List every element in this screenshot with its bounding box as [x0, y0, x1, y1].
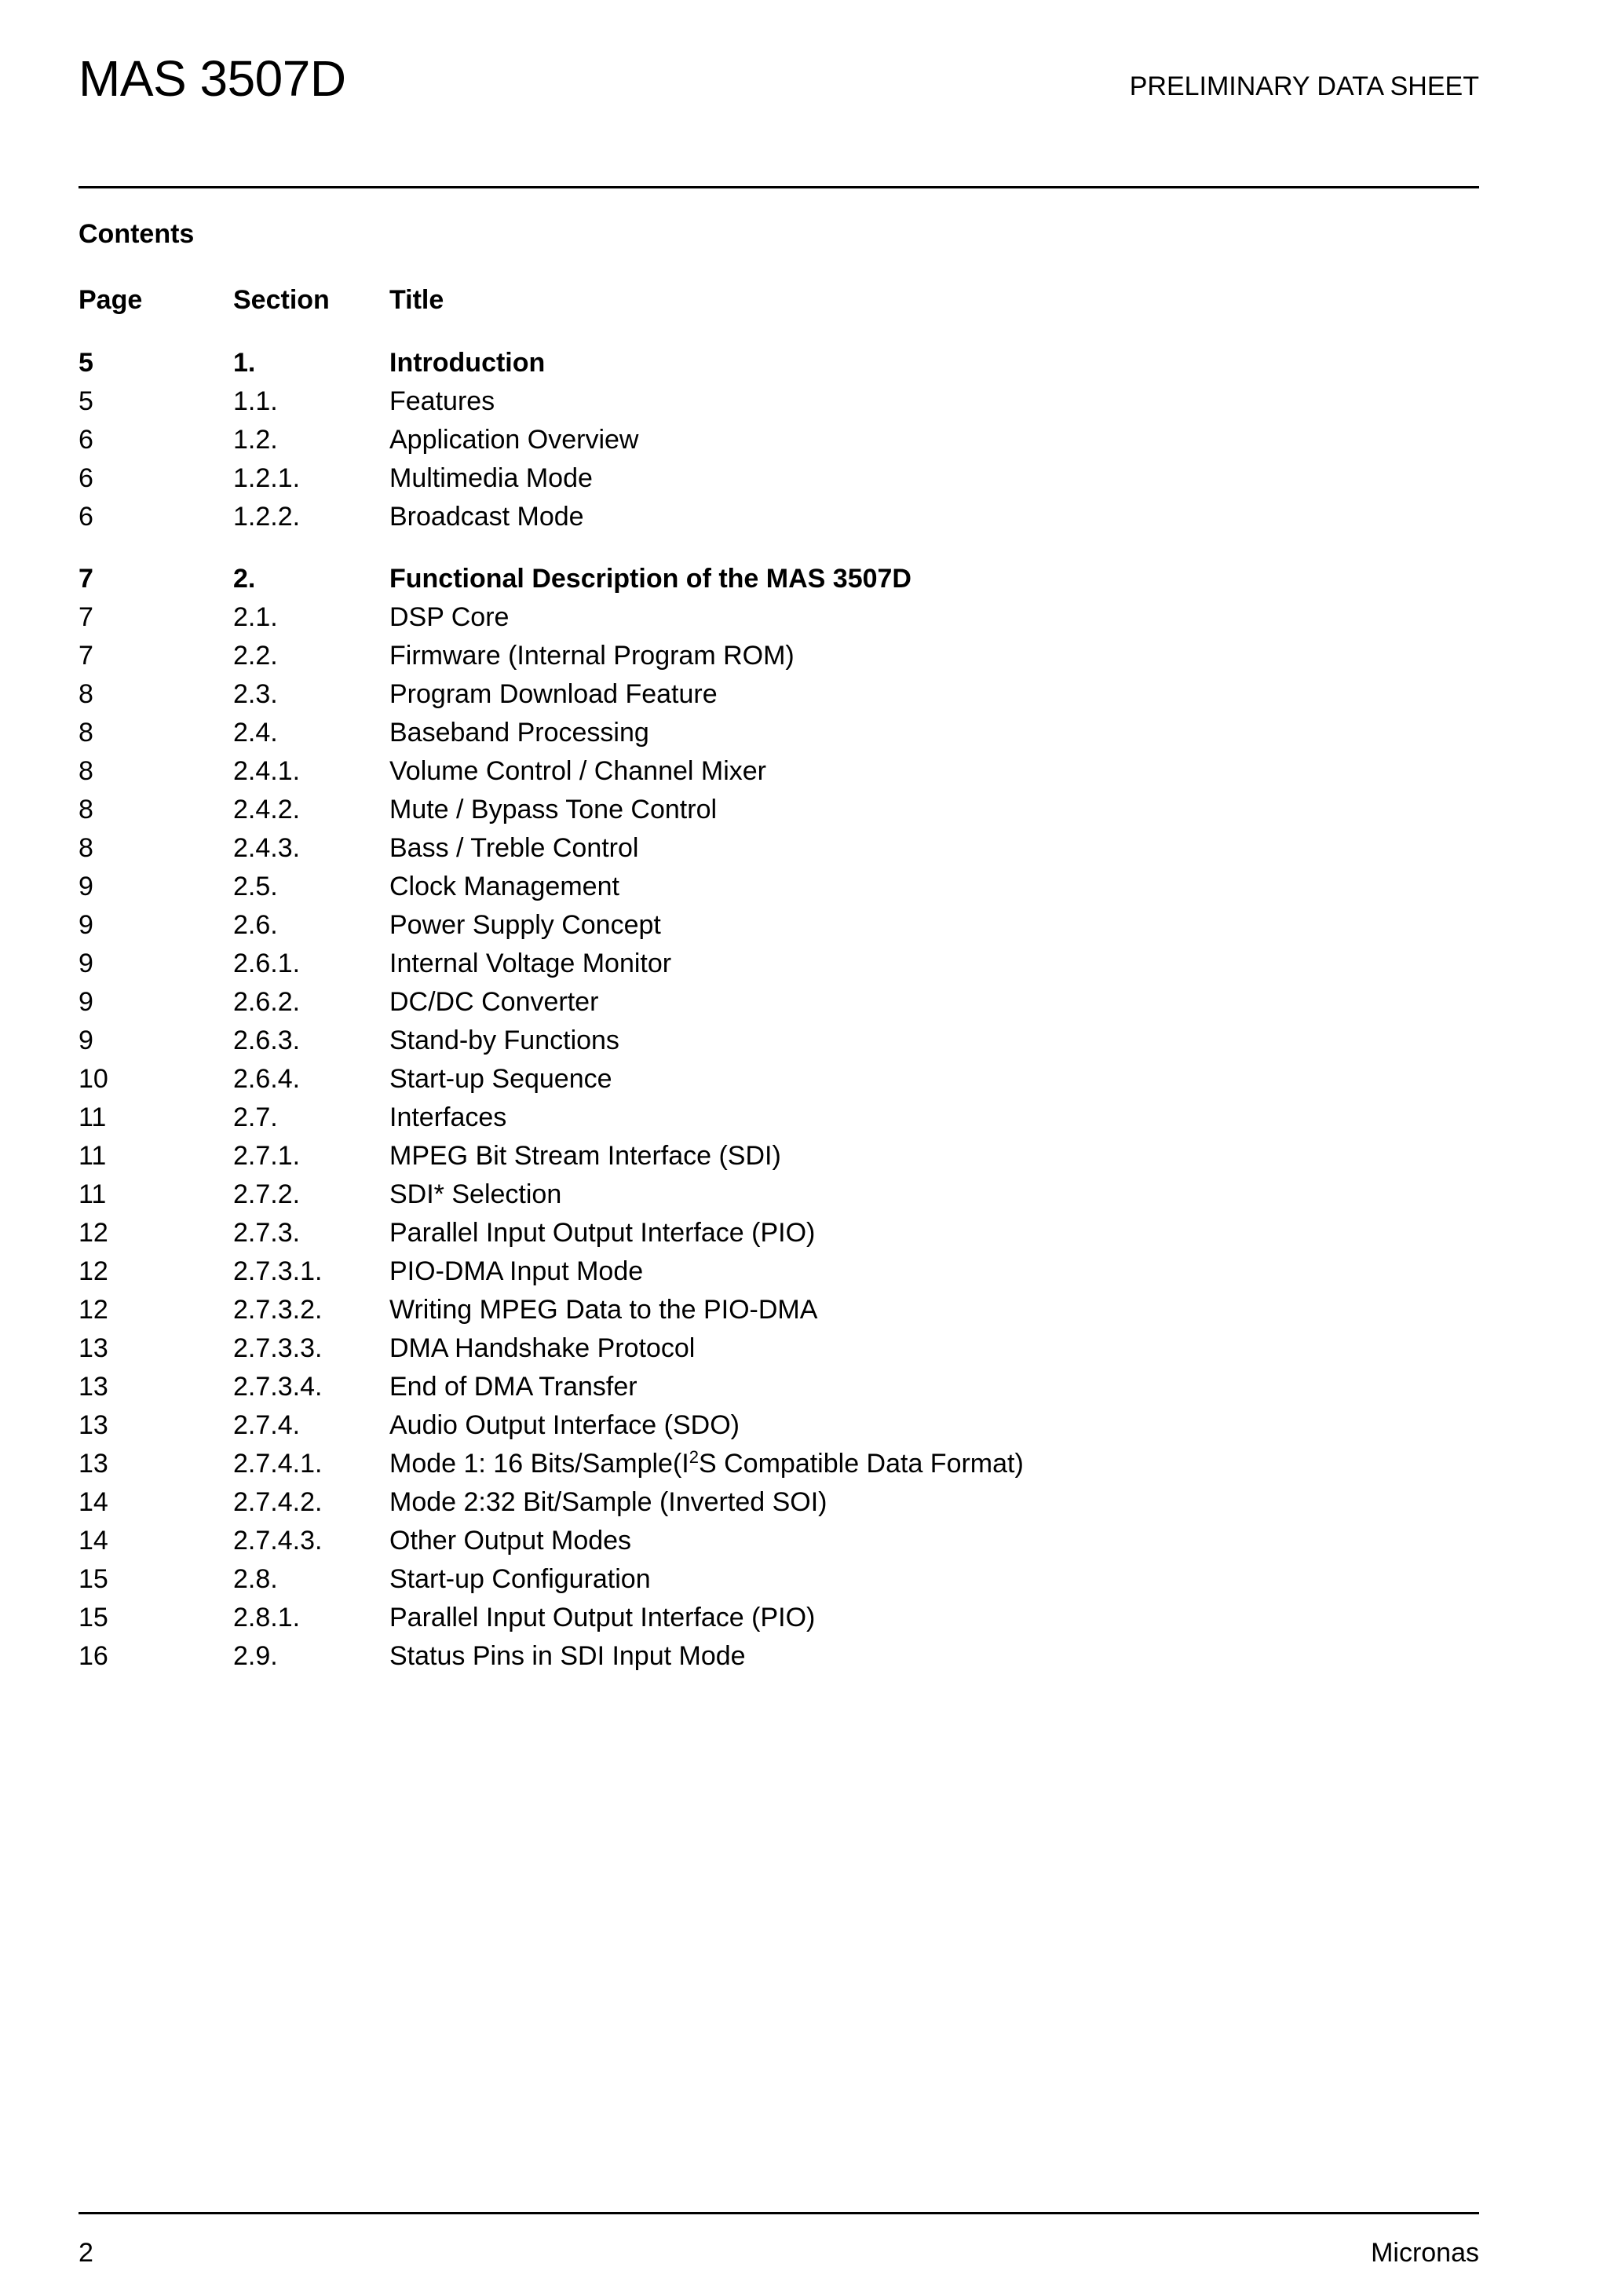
toc-entry-title: Start-up Sequence	[389, 1064, 612, 1094]
toc-entry-title: Stand-by Functions	[389, 1026, 619, 1055]
toc-page-number: 14	[79, 1526, 108, 1556]
toc-entry-title: DSP Core	[389, 602, 510, 632]
toc-entry-title: Mode 2:32 Bit/Sample (Inverted SOI)	[389, 1487, 827, 1517]
toc-page-number: 8	[79, 679, 93, 709]
toc-page-number: 12	[79, 1256, 108, 1286]
toc-chapter-row[interactable]	[79, 344, 1479, 382]
toc-page-number: 7	[79, 641, 93, 671]
toc-entry-row[interactable]	[79, 637, 1479, 675]
toc-page-number: 11	[79, 1102, 107, 1132]
toc-section-number: 2.6.1.	[233, 949, 301, 978]
toc-entry-row[interactable]	[79, 1175, 1479, 1214]
toc-section-number: 2.4.2.	[233, 795, 301, 824]
toc-section-number: 2.3.	[233, 679, 278, 709]
toc-entry-row[interactable]	[79, 791, 1479, 829]
toc-section-number: 1.1.	[233, 386, 278, 416]
toc-page-number: 10	[79, 1064, 108, 1094]
toc-page-number: 15	[79, 1564, 108, 1594]
toc-entry-title: Mute / Bypass Tone Control	[389, 795, 718, 824]
toc-page-number: 5	[79, 386, 93, 416]
toc-entry-row[interactable]	[79, 1637, 1479, 1676]
toc-section-number: 2.9.	[233, 1641, 278, 1671]
document-title: MAS 3507D	[79, 50, 346, 107]
toc-entry-title: Firmware (Internal Program ROM)	[389, 641, 795, 671]
toc-page-number: 16	[79, 1641, 108, 1671]
toc-section-number: 2.	[233, 564, 256, 594]
toc-entry-row[interactable]	[79, 1329, 1479, 1368]
toc-page-number: 8	[79, 718, 93, 748]
toc-entry-title: Application Overview	[389, 425, 639, 455]
toc-entry-row[interactable]	[79, 1599, 1479, 1637]
toc-page-number: 13	[79, 1333, 108, 1363]
toc-entry-title: Clock Management	[389, 872, 619, 901]
toc-section-number: 2.4.	[233, 718, 278, 748]
toc-page-number: 12	[79, 1218, 108, 1248]
toc-page-number: 13	[79, 1449, 108, 1479]
toc-section-number: 1.2.1.	[233, 463, 301, 493]
toc-entry-row[interactable]	[79, 1252, 1479, 1291]
toc-entry-row[interactable]	[79, 906, 1479, 945]
toc-page-number: 7	[79, 602, 93, 632]
toc-entry-title: MPEG Bit Stream Interface (SDI)	[389, 1141, 781, 1171]
toc-section-number: 2.7.3.4.	[233, 1372, 323, 1402]
toc-entry-row[interactable]	[79, 868, 1479, 906]
toc-page-number: 9	[79, 949, 93, 978]
column-header-page: Page	[79, 285, 143, 315]
toc-entry-title: Status Pins in SDI Input Mode	[389, 1641, 746, 1671]
toc-entry-title: Volume Control / Channel Mixer	[389, 756, 767, 786]
toc-entry-row[interactable]	[79, 714, 1479, 752]
toc-column-headers	[79, 281, 1479, 320]
toc-entry-row[interactable]	[79, 498, 1479, 536]
header-divider	[79, 186, 1479, 188]
toc-entry-row[interactable]	[79, 1291, 1479, 1329]
toc-page-number: 6	[79, 463, 93, 493]
toc-section-number: 2.5.	[233, 872, 278, 901]
toc-section-number: 2.1.	[233, 602, 278, 632]
toc-page-number: 7	[79, 564, 93, 594]
toc-page-number: 8	[79, 833, 93, 863]
toc-section-number: 2.7.4.2.	[233, 1487, 323, 1517]
toc-page-number: 9	[79, 872, 93, 901]
toc-entry-row[interactable]	[79, 421, 1479, 459]
toc-page-number: 5	[79, 348, 93, 378]
toc-section-number: 2.2.	[233, 641, 278, 671]
toc-entry-title: Functional Description of the MAS 3507D	[389, 564, 911, 594]
toc-section-number: 2.7.1.	[233, 1141, 301, 1171]
toc-entry-row[interactable]	[79, 1060, 1479, 1099]
toc-page-number: 14	[79, 1487, 108, 1517]
toc-entry-row[interactable]	[79, 829, 1479, 868]
toc-section-number: 2.4.1.	[233, 756, 301, 786]
toc-page-number: 13	[79, 1410, 108, 1440]
toc-entry-row[interactable]	[79, 945, 1479, 983]
toc-section-number: 2.7.4.3.	[233, 1526, 323, 1556]
toc-page-number: 15	[79, 1603, 108, 1632]
toc-entry-title: Writing MPEG Data to the PIO-DMA	[389, 1295, 818, 1325]
table-of-contents	[79, 281, 1479, 1676]
toc-entry-title: DMA Handshake Protocol	[389, 1333, 696, 1363]
toc-entry-title: PIO-DMA Input Mode	[389, 1256, 644, 1286]
toc-entry-row[interactable]	[79, 598, 1479, 637]
toc-page-number: 11	[79, 1179, 107, 1209]
toc-entry-row[interactable]	[79, 1483, 1479, 1522]
toc-entry-title: End of DMA Transfer	[389, 1372, 637, 1402]
toc-entry-title	[389, 1445, 1024, 1483]
toc-entry-row[interactable]	[79, 1445, 1479, 1483]
toc-page-number: 8	[79, 795, 93, 824]
toc-entry-row[interactable]	[79, 459, 1479, 498]
toc-entry-title: Power Supply Concept	[389, 910, 661, 940]
toc-entry-title: Introduction	[389, 348, 546, 378]
toc-page-number: 9	[79, 910, 93, 940]
toc-section-number: 2.7.3.2.	[233, 1295, 323, 1325]
toc-page-number: 12	[79, 1295, 108, 1325]
toc-chapter-row[interactable]	[79, 560, 1479, 598]
toc-page-number: 8	[79, 756, 93, 786]
toc-section-number: 2.7.3.3.	[233, 1333, 323, 1363]
toc-entry-row[interactable]	[79, 1522, 1479, 1560]
toc-entry-row[interactable]	[79, 1022, 1479, 1060]
toc-section-number: 1.	[233, 348, 256, 378]
toc-entry-title: Audio Output Interface (SDO)	[389, 1410, 740, 1440]
footer-divider	[79, 2212, 1479, 2214]
toc-entry-row[interactable]	[79, 1560, 1479, 1599]
toc-entry-title: Multimedia Mode	[389, 463, 593, 493]
toc-section-number: 2.6.	[233, 910, 278, 940]
toc-entry-title: Parallel Input Output Interface (PIO)	[389, 1218, 816, 1248]
toc-entry-title: Features	[389, 386, 495, 416]
toc-page-number: 11	[79, 1141, 107, 1171]
toc-entry-title-part: S Compatible Data Format)	[699, 1449, 1024, 1479]
toc-section-number: 2.6.2.	[233, 987, 301, 1017]
toc-section-number: 2.7.3.1.	[233, 1256, 323, 1286]
toc-entry-title: Broadcast Mode	[389, 502, 584, 532]
toc-entry-title: Start-up Configuration	[389, 1564, 651, 1594]
toc-entry-row[interactable]	[79, 1368, 1479, 1406]
toc-section-number: 2.6.3.	[233, 1026, 301, 1055]
toc-section-number: 2.8.1.	[233, 1603, 301, 1632]
toc-entry-title: SDI* Selection	[389, 1179, 562, 1209]
toc-section-number: 2.7.4.	[233, 1410, 301, 1440]
superscript-two: 2	[689, 1447, 699, 1467]
toc-entry-title: Internal Voltage Monitor	[389, 949, 672, 978]
toc-section-number: 2.8.	[233, 1564, 278, 1594]
toc-entry-title-part: Mode 1: 16 Bits/Sample(I	[389, 1449, 689, 1479]
toc-entry-row[interactable]	[79, 752, 1479, 791]
toc-section-number: 2.7.	[233, 1102, 278, 1132]
toc-page-number: 9	[79, 987, 93, 1017]
toc-section-number: 2.7.4.1.	[233, 1449, 323, 1479]
footer-page-number: 2	[79, 2238, 93, 2268]
column-header-section: Section	[233, 285, 330, 315]
toc-entry-title: Other Output Modes	[389, 1526, 632, 1556]
toc-page-number: 9	[79, 1026, 93, 1055]
footer-company-name: Micronas	[1371, 2238, 1479, 2268]
toc-section-number: 1.2.	[233, 425, 278, 455]
toc-section-number: 2.7.2.	[233, 1179, 301, 1209]
toc-entry-title: Parallel Input Output Interface (PIO)	[389, 1603, 816, 1632]
toc-section-number: 2.6.4.	[233, 1064, 301, 1094]
toc-entry-row[interactable]	[79, 983, 1479, 1022]
toc-page-number: 6	[79, 425, 93, 455]
toc-entry-row[interactable]	[79, 382, 1479, 421]
toc-entry-title: DC/DC Converter	[389, 987, 599, 1017]
toc-entry-title: Baseband Processing	[389, 718, 649, 748]
toc-section-number: 1.2.2.	[233, 502, 301, 532]
toc-page-number: 6	[79, 502, 93, 532]
column-header-title: Title	[389, 285, 444, 315]
toc-section-number: 2.4.3.	[233, 833, 301, 863]
toc-entry-row[interactable]	[79, 1099, 1479, 1137]
toc-entry-title: Bass / Treble Control	[389, 833, 639, 863]
toc-entry-title: Interfaces	[389, 1102, 507, 1132]
contents-heading: Contents	[79, 219, 195, 249]
toc-page-number: 13	[79, 1372, 108, 1402]
toc-entry-row[interactable]	[79, 1214, 1479, 1252]
toc-entry-row[interactable]	[79, 1406, 1479, 1445]
toc-section-number: 2.7.3.	[233, 1218, 301, 1248]
toc-entry-row[interactable]	[79, 1137, 1479, 1175]
document-status: PRELIMINARY DATA SHEET	[1129, 71, 1479, 101]
toc-entry-row[interactable]	[79, 675, 1479, 714]
toc-entry-title: Program Download Feature	[389, 679, 718, 709]
